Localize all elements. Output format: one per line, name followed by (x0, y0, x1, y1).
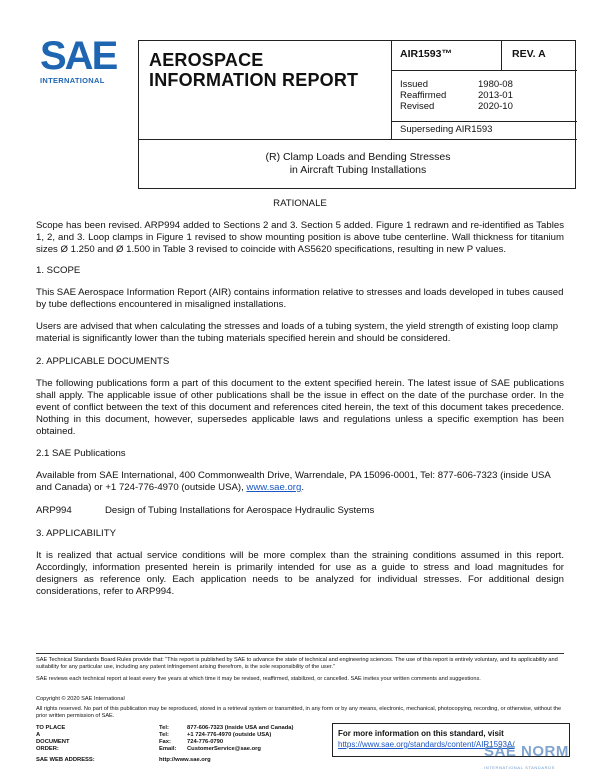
period: . (301, 482, 304, 493)
publications-text: Available from SAE International, 400 Commonwealth Drive, Warrendale, PA 15096-0001, Tel: 877-606-7323 (inside USA and Canada) or +1 724-776-4970 (outside USA), (36, 470, 551, 493)
revised-row (400, 101, 570, 112)
watermark-text: SAE NORM (484, 743, 569, 760)
subject-line-1: (R) Clamp Loads and Bending Stresses (265, 151, 451, 163)
rationale-heading: RATIONALE (273, 198, 327, 209)
issued-row (400, 79, 570, 90)
divider (392, 121, 577, 122)
logo-subtext: INTERNATIONAL (40, 76, 105, 85)
order-value: CustomerService@sae.org (187, 746, 261, 752)
doc-number: AIR1593™ (400, 48, 452, 60)
footer-rule (36, 653, 564, 654)
subject-line-2: in Aircraft Tubing Installations (289, 164, 427, 176)
order-value: 877-606-7323 (inside USA and Canada) (187, 725, 294, 731)
standard-link[interactable]: https://www.sae.org/standards/content/AIR1593A/ (338, 740, 515, 749)
applicable-docs-heading: 2. APPLICABLE DOCUMENTS (36, 356, 170, 367)
board-rules: SAE Technical Standards Board Rules provide that: “This report is published by SAE to advance the state of technical and engineering sciences. The use of this report is entirely voluntary, and its applicability and suitability for any particular use, including any patent infringement arising therefrom, is the sole responsibility of the user.” (36, 657, 558, 670)
document-subject (139, 151, 577, 177)
header-box (138, 40, 576, 189)
title-line-2: INFORMATION REPORT (149, 70, 359, 90)
issued-value: 1980-08 (478, 79, 513, 90)
order-value: +1 724-776-4970 (outside USA) (187, 732, 272, 738)
superseding: Superseding AIR1593 (400, 124, 493, 135)
revised-value: 2020-10 (478, 101, 513, 112)
copyright: Copyright © 2020 SAE International (36, 696, 125, 702)
sae-publications-para (36, 470, 564, 494)
revision: REV. A (512, 48, 546, 60)
order-key: Email: (159, 746, 177, 752)
web-label: SAE WEB ADDRESS: (36, 757, 95, 763)
rights-notice: All rights reserved. No part of this publication may be reproduced, stored in a retrieval system or transmitted, in any form or by any means, electronic, mechanical, photocopying, recording, or otherwise, without the prior written permission of SAE. (36, 706, 562, 719)
order-label: TO PLACE A DOCUMENT ORDER: (36, 725, 70, 752)
scope-para-2: Users are advised that when calculating the stresses and loads of a tubing system, the yield strength of existing loop clamp material is significantly lower than the tubing materials specified herein and should be considered. (36, 321, 559, 344)
web-address (36, 757, 211, 763)
watermark (484, 743, 596, 773)
watermark-subtext: INTERNATIONAL STANDARDS (484, 765, 555, 770)
scope-heading: 1. SCOPE (36, 265, 81, 276)
reaffirmed-value: 2013-01 (478, 90, 513, 101)
more-info-title: For more information on this standard, visit (338, 729, 504, 738)
order-key: Fax: (159, 739, 171, 745)
issued-label: Issued (400, 79, 428, 90)
scope-para-1: This SAE Aerospace Information Report (AIR) contains information relative to stresses and loads developed in tubes caused by tube deflections encountered in misaligned installations. (36, 287, 564, 310)
order-value: 724-776-0790 (187, 739, 224, 745)
sae-logo (36, 36, 126, 86)
title-line-1: AEROSPACE (149, 50, 264, 70)
order-key: Tel: (159, 732, 169, 738)
sae-website-link[interactable]: www.sae.org (246, 482, 302, 493)
dates-cell (392, 71, 577, 139)
web-value[interactable]: http://www.sae.org (159, 757, 211, 763)
divider (501, 41, 502, 71)
reference-row (36, 505, 564, 517)
rationale-text: Scope has been revised. ARP994 added to Sections 2 and 3. Section 5 added. Figure 1 redrawn and re-identified as Tables 1, 2, and 3. Loop clamps in Figure 1 revised to show mounting position is above tube centerline. Wall thickness for titanium sizes Ø 1.250 and Ø 1.500 in Table 3 revised to coincide with AS5620 specifications, resulting in new P values. (36, 220, 564, 255)
review-note: SAE reviews each technical report at least every five years at which time it may be revised, reaffirmed, stabilized, or cancelled. SAE invites your written comments and suggestions. (36, 676, 481, 682)
reference-code: ARP994 (36, 505, 72, 516)
sae-publications-heading: 2.1 SAE Publications (36, 448, 126, 459)
reaffirmed-row (400, 90, 570, 101)
applicability-heading: 3. APPLICABILITY (36, 528, 116, 539)
divider (139, 139, 577, 140)
order-key: Tel: (159, 725, 169, 731)
document-type (139, 41, 392, 139)
applicable-docs-para: The following publications form a part of this document to the extent specified herein. The latest issue of SAE publications shall apply. The applicable issue of other publications shall be the issue in effect on the date of the purchase order. In the event of conflict between the text of this document and references cited herein, the text of this document takes precedence. Nothing in this document, however, supersedes applicable laws and regulations unless a specific exemption has been obtained. (36, 378, 564, 437)
doc-id-cell (392, 41, 577, 71)
applicability-para: It is realized that actual service conditions will be more complex than the straining conditions assumed in this report. Accordingly, information presented herein is primarily intended for use as a guide to stress and load magnitudes for designers as reference only. Each application needs to be analyzed for individual stresses. For additional design considerations, refer to ARP994. (36, 550, 564, 597)
reference-title: Design of Tubing Installations for Aerospace Hydraulic Systems (105, 505, 375, 516)
logo-text: SAE (40, 34, 117, 78)
reaffirmed-label: Reaffirmed (400, 90, 447, 101)
revised-label: Revised (400, 101, 435, 112)
